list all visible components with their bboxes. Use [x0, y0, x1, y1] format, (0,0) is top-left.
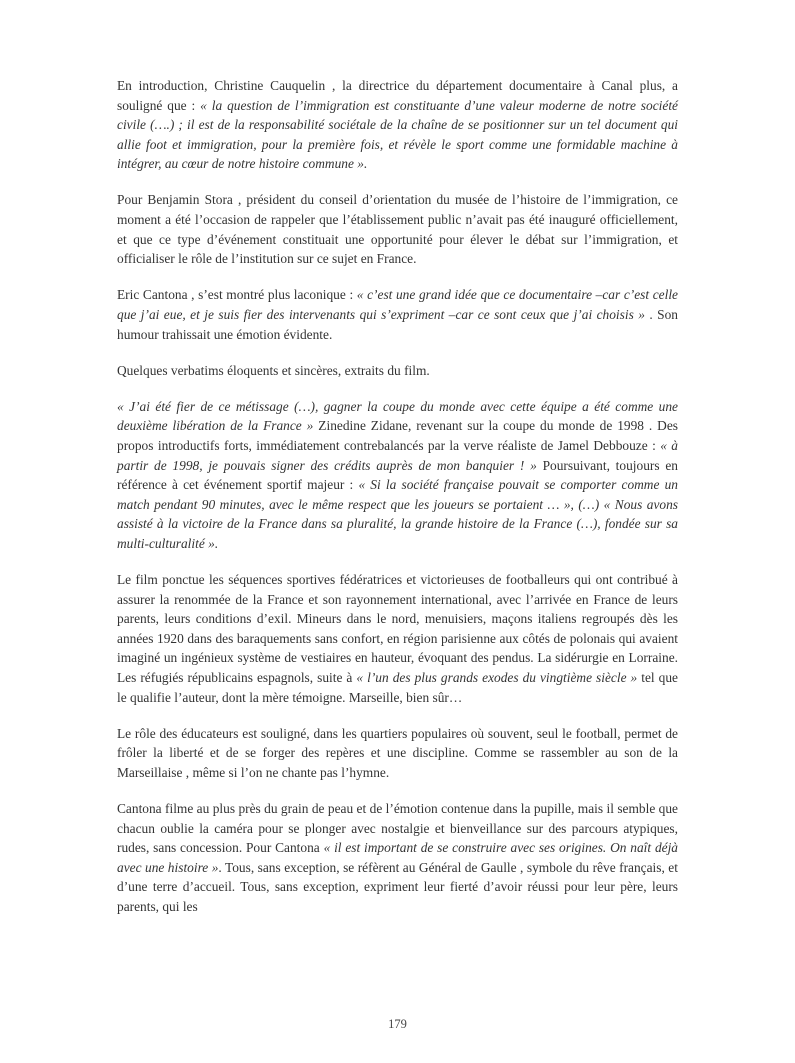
quote-segment: « à partir de 1998, je pouvais signer des crédits auprès de mon banquier ! » — [117, 437, 678, 473]
text-segment: Le film ponctue les séquences sportives fédératrices et victorieuses de footballeurs qui ont contribué à assurer la renommée de la France et son rayonnement international, avec l’arrivée en France de leurs parents, leurs conditions d’exil. Mineurs dans le nord, menuisiers, maçons italiens regroupés dès les années 1920 dans des baraquements sans confort, en région parisienne aux côtés de polonais qui avaient imaginé un ingénieux système de vestiaires en hauteur, évoquant des pendus. La sidérurgie en Lorraine. Les réfugiés républicains espagnols, suite à — [117, 571, 678, 685]
text-segment: Pour Benjamin Stora , président du conseil d’orientation du musée de l’histoire de l’immigration, ce moment a été l’occasion de rappeler que l’établissement public n’avait pas été inauguré officiellement, et que ce type d’événement constituait une opportunité pour élever le débat sur l’immigration, et officialiser le rôle de l’institution sur ce sujet en France. — [117, 192, 678, 267]
text-segment: Cantona filme au plus près du grain de peau et de l’émotion contenue dans la pupille, mais il semble que chacun oublie la caméra pour se plonger avec nostalgie et bienveillance sur des parcours atypiques, rudes, sans concession. Pour Cantona — [117, 800, 678, 856]
text-segment: tel que le qualifie l’auteur, dont la mère témoigne. Marseille, bien sûr… — [117, 669, 678, 705]
text-segment: Le rôle des éducateurs est souligné, dans les quartiers populaires où souvent, seul le football, permet de frôler la liberté et de se forger des repères et une discipline. Comme se rassembler au son de la Marseillaise , même si l’on ne chante pas l’hymne. — [117, 725, 678, 780]
paragraph — [117, 724, 678, 783]
paragraph — [117, 799, 678, 917]
text-segment: . Son humour trahissait une émotion évidente. — [117, 306, 678, 342]
page-number: 179 — [388, 1017, 407, 1031]
document-body — [117, 76, 678, 933]
text-segment: . Tous, sans exception, se réfèrent au Général de Gaulle , symbole du rêve français, et d’une terre d’accueil. Tous, sans exception, expriment leur fierté d’avoir réussi pour leur père, leurs parents, qui les — [117, 859, 678, 914]
quote-segment: « l’un des plus grands exodes du vingtième siècle » — [356, 669, 638, 685]
quote-segment: « la question de l’immigration est constituante d’une valeur moderne de notre société civile (….) ; il est de la responsabilité sociétale de la chaîne de se positionner sur un tel document qui allie foot et immigration, pour la première fois, et révèle le sport comme une formidable machine à intégrer, au cœur de notre histoire commune ». — [117, 97, 678, 172]
text-segment: Poursuivant, toujours en référence à cet événement sportif majeur : — [117, 457, 678, 493]
text-segment: En introduction, Christine Cauquelin , la directrice du département documentaire à Canal plus, a souligné que : — [117, 78, 678, 113]
quote-segment: « il est important de se construire avec ses origines. On naît déjà avec une histoire » — [117, 840, 678, 875]
quote-segment: « c’est une grand idée que ce documentaire –car c’est celle que j’ai eue, et je suis fier des intervenants qui s’expriment –car ce sont ceux que j’ai choisis » — [117, 287, 678, 322]
text-segment: Zinedine Zidane, revenant sur la coupe du monde de 1998 . Des propos introductifs forts, immédiatement contrebalancés par la verve réaliste de Jamel Debbouze : — [117, 418, 678, 453]
paragraph — [117, 570, 678, 707]
text-segment: Quelques verbatims éloquents et sincères, extraits du film. — [117, 362, 430, 378]
text-segment: Eric Cantona , s’est montré plus laconique : — [117, 287, 357, 303]
paragraph — [117, 397, 678, 554]
paragraph — [117, 76, 678, 174]
quote-segment: « Si la société française pouvait se comporter comme un match pendant 90 minutes, avec le même respect que les joueurs se portaient … », (…) « Nous avons assisté à la victoire de la France dans sa pluralité, la grande histoire de la France (…), fondée sur sa multi-culturalité ». — [117, 477, 678, 551]
paragraph — [117, 190, 678, 268]
paragraph — [117, 285, 678, 344]
quote-segment: « J’ai été fier de ce métissage (…), gagner la coupe du monde avec cette équipe a été comme une deuxième libération de la France » — [117, 398, 678, 434]
paragraph — [117, 361, 678, 381]
